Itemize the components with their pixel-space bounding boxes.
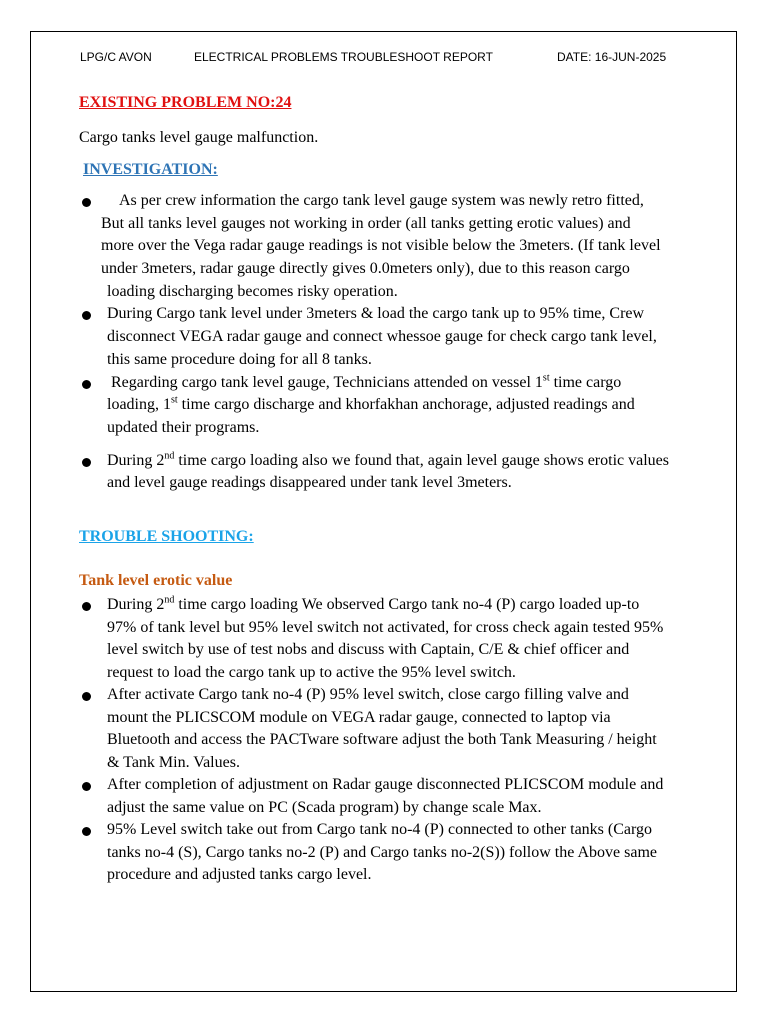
paragraph-line: adjust the same value on PC (Scada program) by change scale Max. [107,799,542,816]
paragraph-line: During 2nd time cargo loading also we found that, again level gauge shows erotic values [107,450,669,469]
paragraph-line: and level gauge readings disappeared under tank level 3meters. [107,474,512,491]
paragraph-line: 97% of tank level but 95% level switch not activated, for cross check again tested 95% [107,619,664,636]
paragraph-line: After activate Cargo tank no-4 (P) 95% level switch, close cargo filling valve and [107,686,629,703]
paragraph-line: But all tanks level gauges not working in order (all tanks getting erotic values) and [101,215,631,232]
paragraph-line: request to load the cargo tank up to active the 95% level switch. [107,664,516,681]
paragraph-line: During Cargo tank level under 3meters & load the cargo tank up to 95% time, Crew [107,305,645,322]
paragraph-line: During 2nd time cargo loading We observed Cargo tank no-4 (P) cargo loaded up-to [107,594,640,613]
bullet-icon [82,311,91,320]
bullet-icon [82,602,91,611]
paragraph-line: tanks no-4 (S), Cargo tanks no-2 (P) and Cargo tanks no-2(S)) follow the Above same [107,844,657,861]
paragraph-line: mount the PLICSCOM module on VEGA radar gauge, connected to laptop via [107,709,611,726]
paragraph-line: loading, 1st time cargo discharge and khorfakhan anchorage, adjusted readings and [107,394,635,413]
paragraph-line: level switch by use of test nobs and discuss with Captain, C/E & chief officer and [107,641,630,658]
header-vessel: LPG/C AVON [80,50,152,64]
paragraph-line: more over the Vega radar gauge readings is not visible below the 3meters. (If tank level [101,237,661,254]
paragraph-line: Bluetooth and access the PACTware software adjust the both Tank Measuring / height [107,731,657,748]
paragraph-line: 95% Level switch take out from Cargo tank no-4 (P) connected to other tanks (Cargo [107,821,653,838]
paragraph-line: procedure and adjusted tanks cargo level. [107,866,372,883]
paragraph-line: Regarding cargo tank level gauge, Technicians attended on vessel 1st time cargo [111,372,622,391]
paragraph-line: & Tank Min. Values. [107,754,240,771]
header-report-title: ELECTRICAL PROBLEMS TROUBLESHOOT REPORT [194,50,493,64]
investigation-heading: INVESTIGATION: [83,161,218,178]
paragraph-line: After completion of adjustment on Radar gauge disconnected PLICSCOM module and [107,776,664,793]
paragraph-line: As per crew information the cargo tank level gauge system was newly retro fitted, [119,192,644,209]
bullet-icon [82,782,91,791]
troubleshooting-heading: TROUBLE SHOOTING: [79,528,254,545]
problem-heading: EXISTING PROBLEM NO:24 [79,94,292,111]
problem-description: Cargo tanks level gauge malfunction. [79,129,319,146]
bullet-icon [82,380,91,389]
bullet-icon [82,827,91,836]
document-page [30,31,737,992]
paragraph-line: disconnect VEGA radar gauge and connect whessoe gauge for check cargo tank level, [107,328,657,345]
bullet-icon [82,458,91,467]
paragraph-line: loading discharging becomes risky operation. [107,283,398,300]
header-date: DATE: 16-JUN-2025 [557,50,667,64]
troubleshooting-subheading: Tank level erotic value [79,572,233,589]
bullet-icon [82,198,91,207]
paragraph-line: this same procedure doing for all 8 tanks. [107,351,372,368]
paragraph-line: updated their programs. [107,419,260,436]
bullet-icon [82,692,91,701]
paragraph-line: under 3meters, radar gauge directly gives 0.0meters only), due to this reason cargo [101,260,630,277]
